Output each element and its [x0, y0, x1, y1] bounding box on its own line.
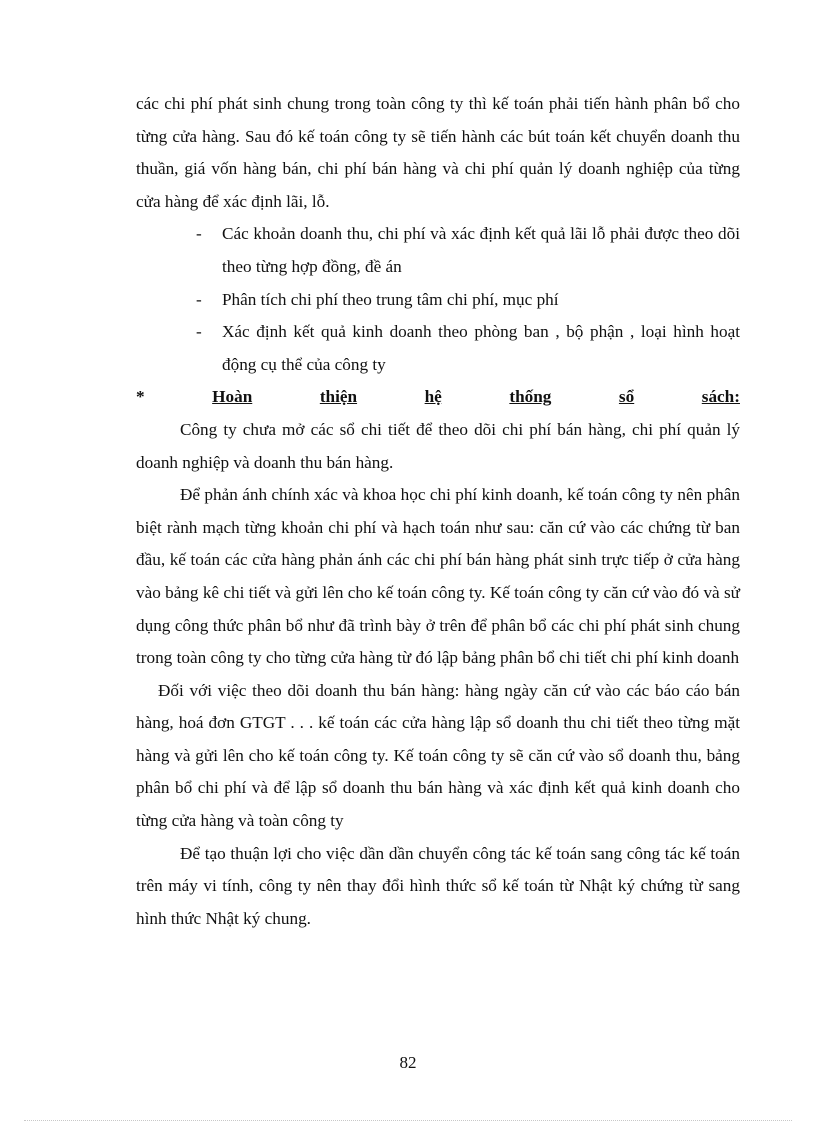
bullet-dash: - [196, 224, 202, 244]
bullet-item [136, 218, 740, 283]
heading-word: sổ [618, 387, 635, 407]
bullet-dash: - [196, 322, 202, 342]
section-heading [136, 381, 740, 414]
intro-paragraph: các chi phí phát sinh chung trong toàn công ty thì kế toán phải tiến hành phân bổ cho từng cửa hàng. Sau đó kế toán công ty sẽ tiến hành các bút toán kết chuyển doanh thu thuần, giá vốn hàng bán, chi phí bán hàng và chi phí quản lý doanh nghiệp của từng cửa hàng để xác định lãi, lỗ. [136, 94, 740, 211]
bullet-dash: - [196, 289, 202, 309]
bullet-text: Phân tích chi phí theo trung tâm chi phí, mục phí [222, 289, 559, 309]
paragraph: Để tạo thuận lợi cho việc dần dần chuyển công tác kế toán sang công tác kế toán trên máy vi tính, công ty nên thay đổi hình thức sổ kế toán từ Nhật ký chứng từ sang hình thức Nhật ký chung. [136, 843, 740, 928]
heading-star: * [136, 387, 145, 407]
heading-word: thống [509, 387, 552, 407]
bullet-text: Xác định kết quả kinh doanh theo phòng ban , bộ phận , loại hình hoạt động cụ thể của công ty [222, 322, 740, 374]
bullet-text: Các khoản doanh thu, chi phí và xác định kết quả lãi lỗ phải được theo dõi theo từng hợp đồng, đề án [222, 224, 740, 276]
document-body [136, 88, 740, 935]
heading-word: Hoàn [212, 387, 253, 407]
heading-word: hệ [424, 387, 442, 407]
page-number: 82 [399, 1053, 417, 1072]
paragraph: Công ty chưa mở các sổ chi tiết để theo dõi chi phí bán hàng, chi phí quản lý doanh nghiệp và doanh thu bán hàng. [136, 419, 740, 472]
footer-divider [24, 1120, 792, 1121]
paragraph: Đối với việc theo dõi doanh thu bán hàng: hàng ngày căn cứ vào các báo cáo bán hàng, hoá đơn GTGT . . . kế toán các cửa hàng lập sổ doanh thu chi tiết theo từng mặt hàng và gửi lên cho kế toán công ty. Kế toán công ty sẽ căn cứ vào sổ doanh thu, bảng phân bổ chi phí và để lập sổ doanh thu bán hàng và xác định kết quả kinh doanh cho từng cửa hàng và toàn công ty [136, 680, 740, 831]
paragraph: Để phản ánh chính xác và khoa học chi phí kinh doanh, kế toán công ty nên phân biệt rành mạch từng khoản chi phí và hạch toán như sau: căn cứ vào các chứng từ ban đầu, kế toán các cửa hàng phản ánh các chi phí bán hàng phát sinh trực tiếp ở cửa hàng vào bảng kê chi tiết và gửi lên cho kế toán công ty. Kế toán công ty căn cứ vào đó và sử dụng công thức phân bổ như đã trình bày ở trên để phân bổ các chi phí phát sinh chung trong toàn công ty cho từng cửa hàng từ đó lập bảng phân bổ chi tiết chi phí kinh doanh [136, 485, 740, 668]
bullet-list [136, 218, 740, 381]
bullet-item [136, 316, 740, 381]
heading-word: thiện [319, 387, 358, 407]
heading-word: sách: [701, 387, 740, 407]
bullet-item [136, 284, 740, 317]
